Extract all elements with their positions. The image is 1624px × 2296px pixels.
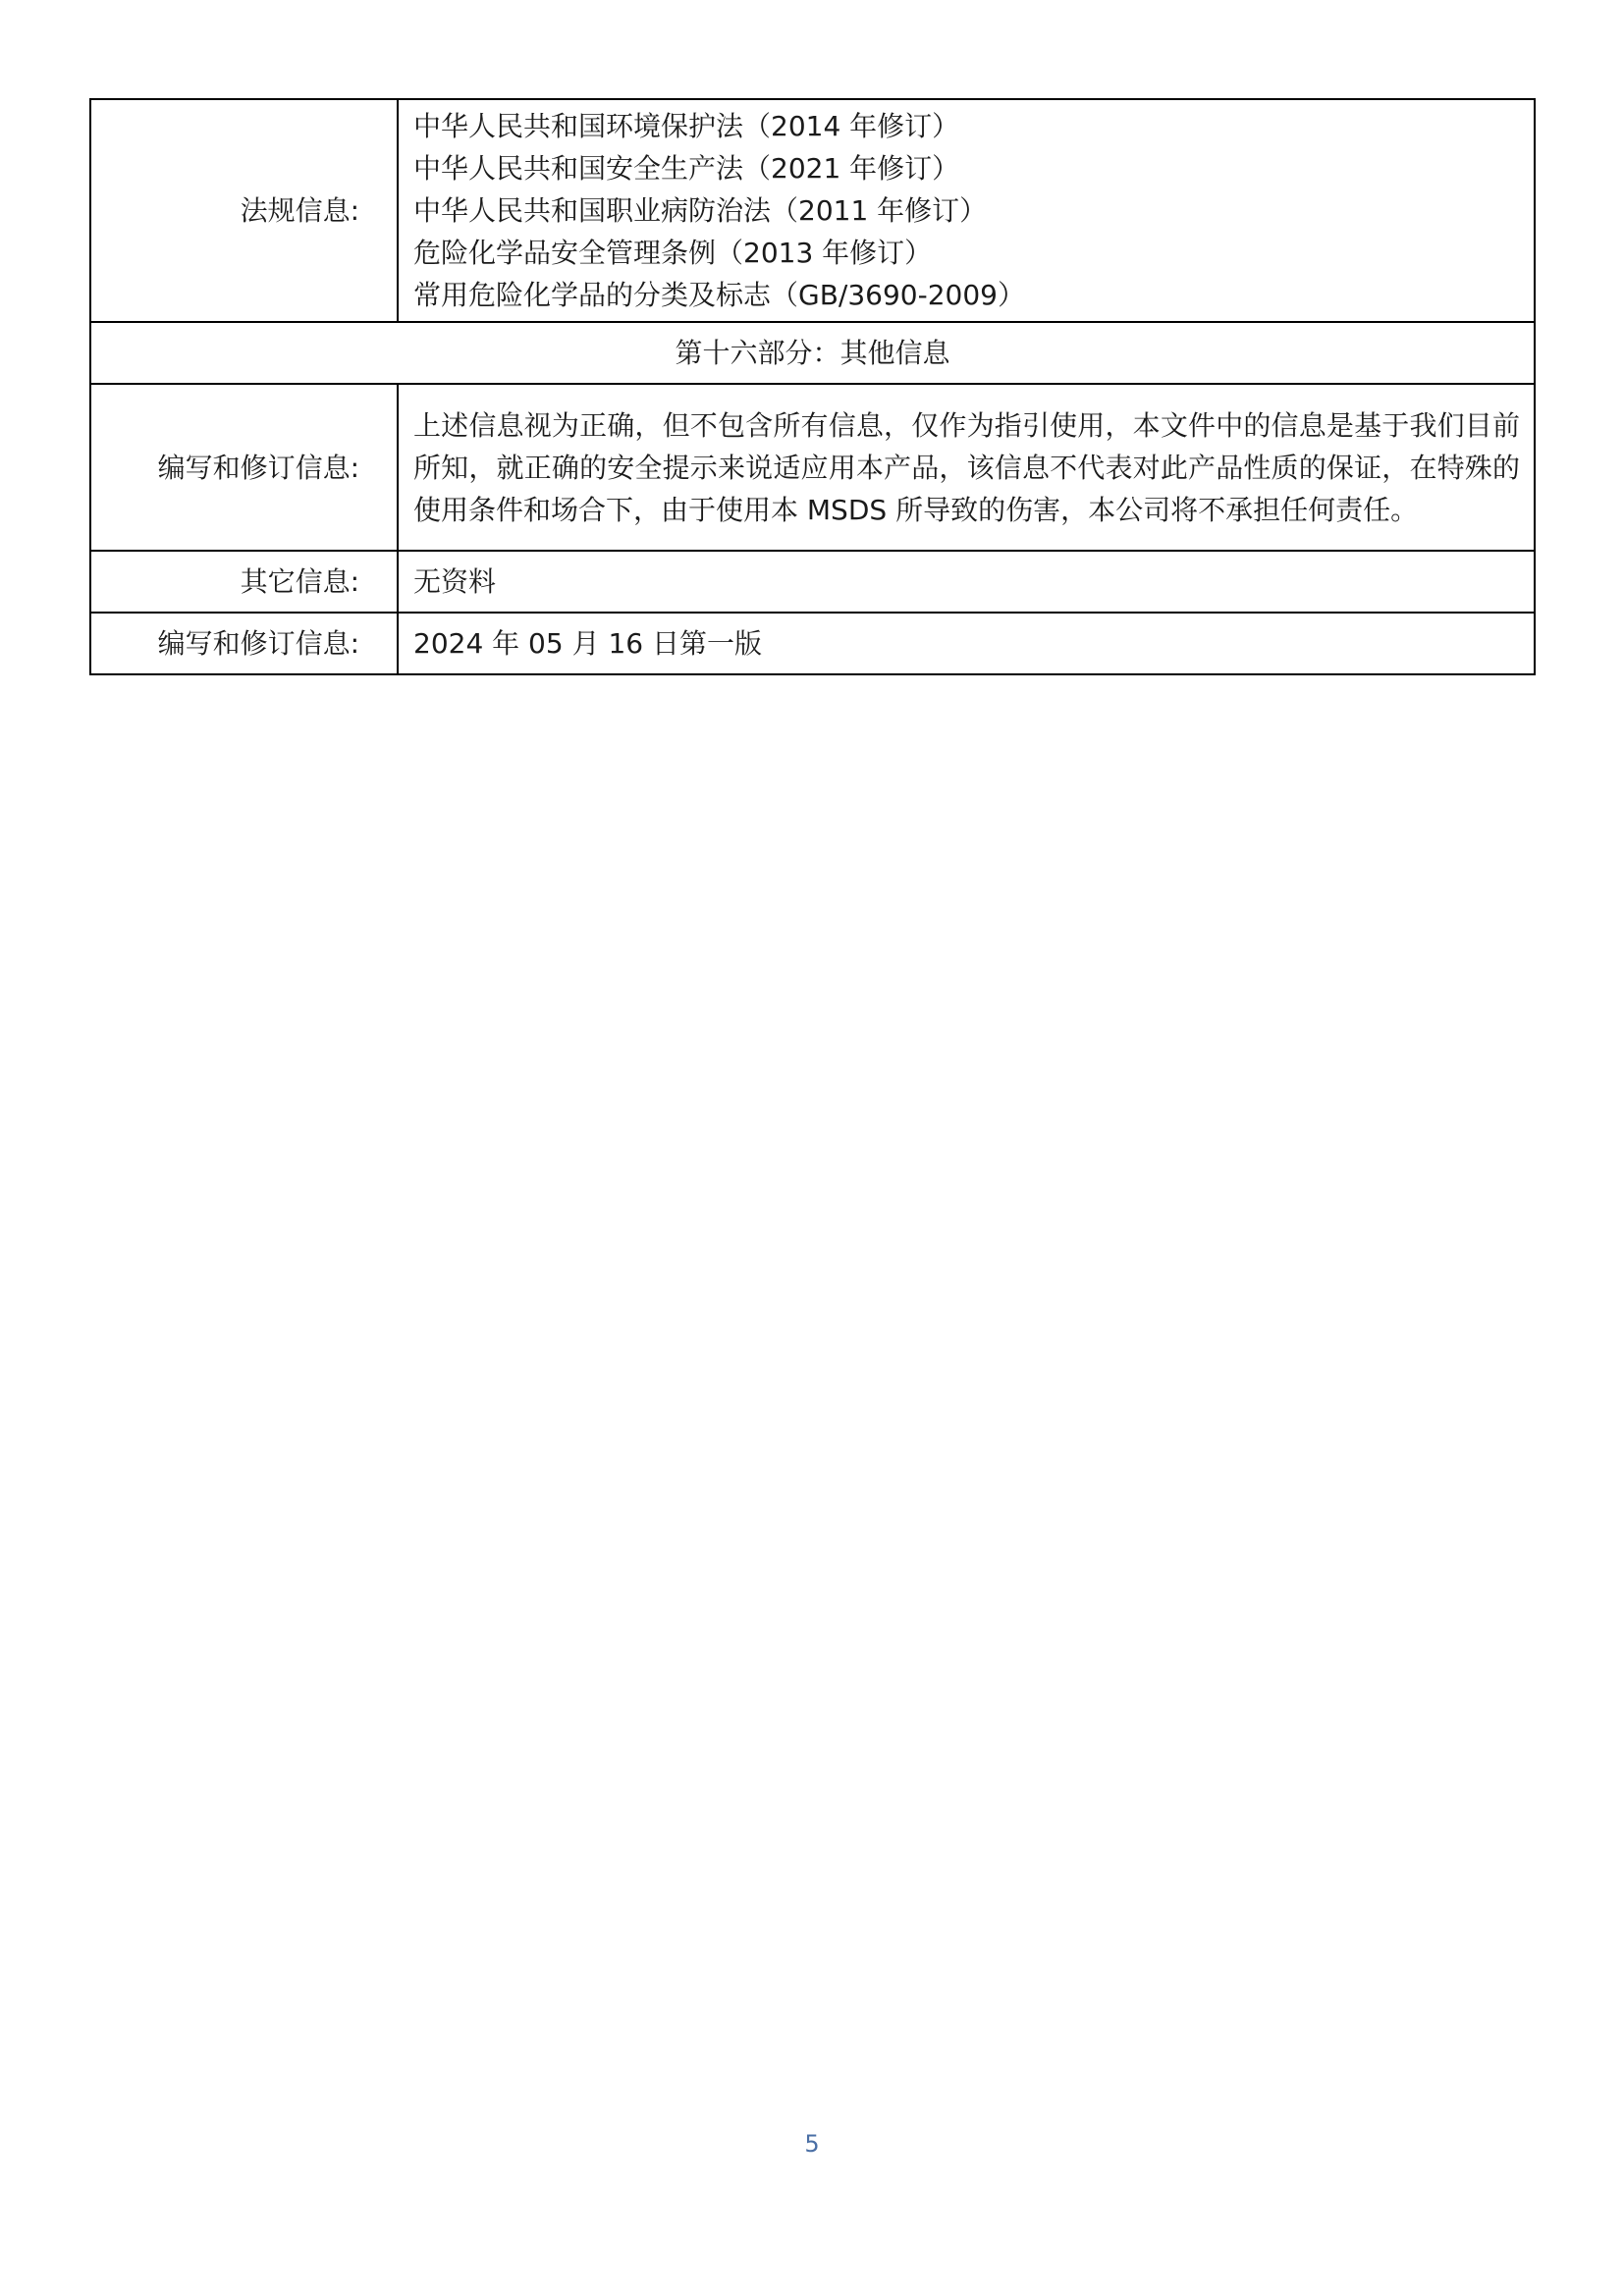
revision-label: 编写和修订信息: (90, 613, 398, 674)
disclaimer-cell (398, 384, 1535, 551)
regulation-item: 中华人民共和国安全生产法（2021 年修订） (413, 152, 960, 185)
revision-date: 2024 年 05 月 16 日第一版 (398, 613, 1535, 674)
other-info-row (90, 551, 1535, 613)
regulation-item: 常用危险化学品的分类及标志（GB/3690-2009） (413, 279, 1025, 311)
other-info-value: 无资料 (398, 551, 1535, 613)
msds-info-table (89, 98, 1536, 675)
section-16-header-row (90, 322, 1535, 384)
regulation-item: 中华人民共和国环境保护法（2014 年修订） (413, 110, 960, 142)
regulation-item: 中华人民共和国职业病防治法（2011 年修订） (413, 194, 988, 227)
regulations-label: 法规信息: (90, 99, 398, 322)
regulations-row (90, 99, 1535, 322)
page-number: 5 (804, 2130, 820, 2158)
disclaimer-row (90, 384, 1535, 551)
regulation-item: 危险化学品安全管理条例（2013 年修订） (413, 237, 933, 269)
regulations-list (398, 99, 1535, 322)
disclaimer-label: 编写和修订信息: (90, 384, 398, 551)
section-16-title: 第十六部分：其他信息 (90, 322, 1535, 384)
disclaimer-text: 上述信息视为正确，但不包含所有信息，仅作为指引使用，本文件中的信息是基于我们目前所知，就正确的安全提示来说适应用本产品，该信息不代表对此产品性质的保证，在特殊的使用条件和场合下，由于使用本 MSDS 所导致的伤害，本公司将不承担任何责任。 (413, 408, 1520, 526)
other-info-label: 其它信息: (90, 551, 398, 613)
revision-row (90, 613, 1535, 674)
